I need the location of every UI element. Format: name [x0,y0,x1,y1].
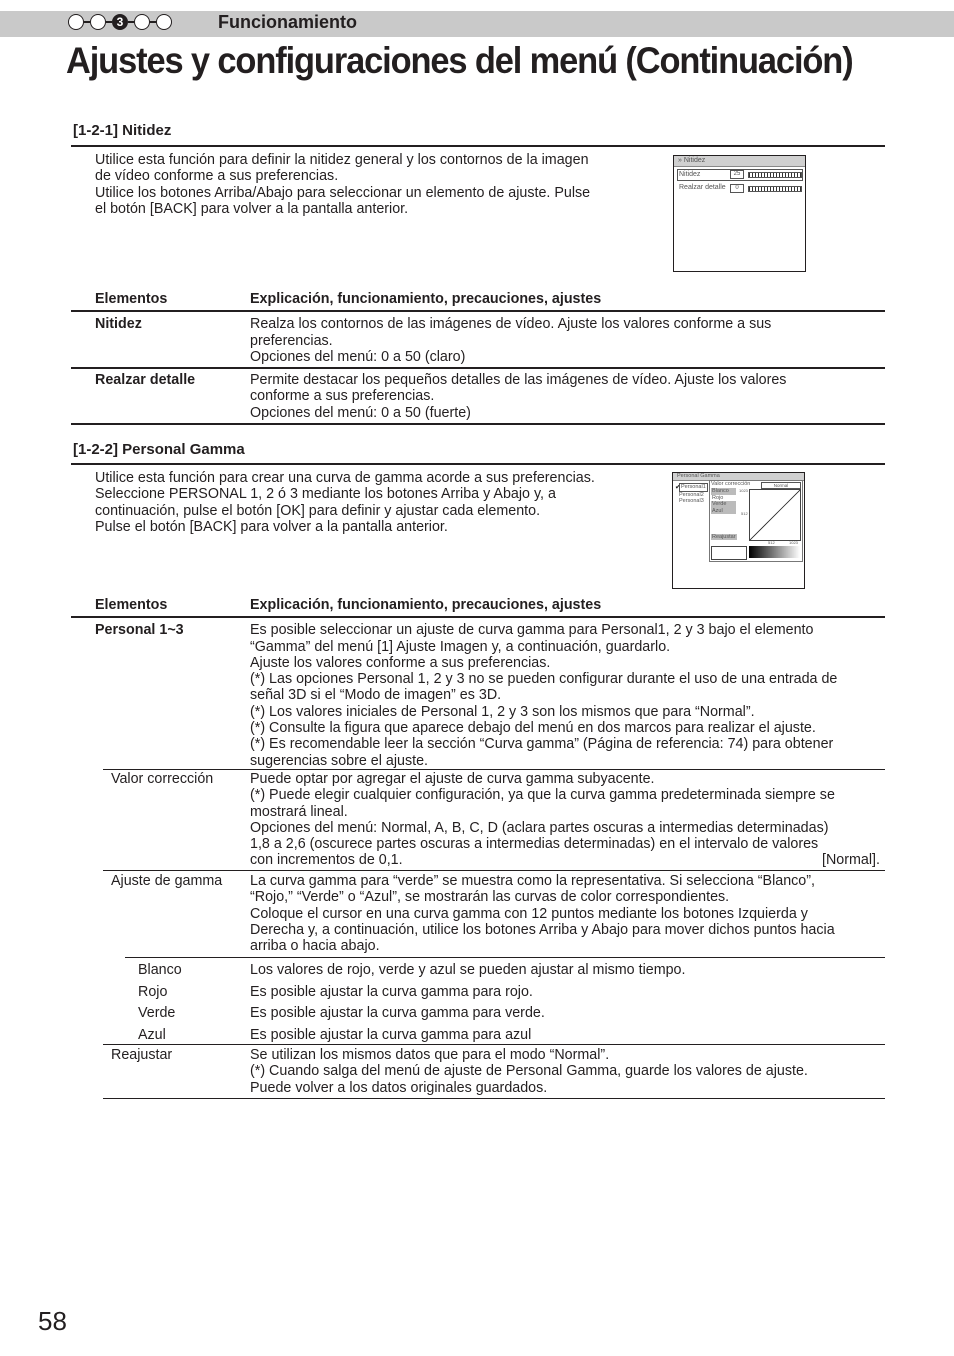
gamma-curve-graph [749,489,801,541]
step-indicator [68,14,172,30]
correction-label: Valor corrección [711,481,751,487]
column-header-explanation: Explicación, funcionamiento, precauciones, ajustes [250,289,885,311]
gamma-menu-screenshot [672,472,805,589]
color-item: Blanco [711,488,736,495]
row-description [250,873,880,954]
slider-bar [748,172,802,178]
column-header-items: Elementos [71,595,250,617]
desc-line: Opciones del menú: 0 a 50 (claro) [250,348,466,365]
row-description [250,368,885,424]
gradient-bar [749,546,800,558]
row-item: Nitidez [71,311,250,368]
step-3-icon: 3 [112,14,128,30]
row-description [250,617,885,772]
menu-title: Personal Gamma [673,473,804,481]
row-item: Verde [138,1005,176,1022]
row-divider [103,769,885,770]
gamma-intro [95,470,640,535]
desc-line: Puede optar por agregar el ajuste de curva gamma subyacente. [250,771,655,787]
row-description [250,311,885,368]
row-divider [103,870,885,871]
desc-line: Derecha y, a continuación, utilice los botones Arriba y Abajo para mover dichos puntos hacia [250,921,835,938]
preset-list [679,483,708,505]
row-item: Rojo [138,983,168,1000]
step-4-icon [134,14,150,30]
desc-line: mostrará lineal. [250,803,348,820]
page-number: 58 [38,1306,67,1336]
desc-text: con incrementos de 0,1. [250,852,403,869]
page-title: Ajustes y configuraciones del menú (Continuación) [66,40,853,81]
step-1-icon [68,14,84,30]
row-divider [103,1044,885,1045]
desc-line: (*) Consulte la figura que aparece debajo del menú en dos marcos para realizar el ajuste. [250,720,816,737]
intro-line: Utilice esta función para crear una curva de gamma acorde a sus preferencias. [95,470,595,486]
intro-line: Utilice esta función para definir la nitidez general y los contornos de la imagen [95,152,589,168]
sharpness-menu-screenshot [673,155,806,272]
preview-box [711,546,747,560]
row-description [250,1047,880,1096]
slider-bar [748,186,802,192]
column-header-items: Elementos [71,289,250,311]
preset-item: Personal1 [681,484,706,490]
table-row [71,617,885,772]
desc-line: Coloque el cursor en una curva gamma con 12 puntos mediante los botones Izquierda y [250,905,808,922]
default-value: [Normal]. [822,852,880,869]
menu-title-text: Nitidez [683,157,706,164]
row-description: Es posible ajustar la curva gamma para rojo. [250,983,533,1000]
desc-line: La curva gamma para “verde” se muestra como la representativa. Si selecciona “Blanco”, [250,873,815,889]
desc-line: Ajuste los valores conforme a sus preferencias. [250,654,551,671]
desc-line: (*) Las opciones Personal 1, 2 y 3 no se pueden configurar durante el uso de una entrada de [250,671,838,688]
color-list [711,488,736,514]
reset-item: Reajustar [712,534,736,540]
step-5-icon [156,14,172,30]
menu-row-label: Realzar detalle [679,184,726,191]
desc-line [250,852,880,868]
section-divider [71,463,885,465]
gamma-curve [750,490,800,540]
desc-line: Es posible seleccionar un ajuste de curva gamma para Personal1, 2 y 3 bajo el elemento [250,622,814,639]
sharpness-table [71,289,885,425]
color-item: Rojo [712,494,724,501]
section-label: Funcionamiento [218,12,357,32]
color-item: Verde [711,501,736,508]
tick-label: 1023 [789,540,798,545]
intro-line: Pulse el botón [BACK] para volver a la pantalla anterior. [95,518,448,535]
intro-line: Seleccione PERSONAL 1, 2 ó 3 mediante los botones Arriba y Abajo y, a [95,486,556,503]
column-header-explanation: Explicación, funcionamiento, precauciones, ajustes [250,595,885,617]
desc-line: Opciones del menú: 0 a 50 (fuerte) [250,404,471,421]
desc-line: (*) Puede elegir cualquier configuración, ya que la curva gamma predeterminada siempre se [250,787,835,804]
menu-row-label: Nitidez [679,171,701,178]
desc-line: “Rojo,” “Verde” o “Azul”, se mostrarán las curvas de color correspondientes. [250,889,730,906]
sharpness-intro [95,152,640,217]
row-description [250,771,880,869]
intro-line: Utilice los botones Arriba/Abajo para seleccionar un elemento de ajuste. Pulse [95,184,591,201]
preset-item: Personal2 [679,491,704,498]
row-item: Reajustar [111,1047,173,1063]
desc-line: Permite destacar los pequeños detalles de las imágenes de vídeo. Ajuste los valores [250,372,787,389]
row-item: Personal 1~3 [95,622,184,639]
row-item: Blanco [138,962,182,978]
preset-item: Personal3 [679,498,704,504]
gamma-table [71,595,885,772]
table-row [71,311,885,368]
row-description: Es posible ajustar la curva gamma para verde. [250,1005,545,1022]
row-item: Azul [138,1027,166,1044]
intro-line: de vídeo conforme a sus preferencias. [95,168,339,185]
desc-line: conforme a sus preferencias. [250,388,435,405]
table-header-row [71,595,885,617]
desc-line: (*) Es recomendable leer la sección “Curva gamma” (Página de referencia: 74) para obtener [250,736,834,753]
desc-line: “Gamma” del menú [1] Ajuste Imagen y, a continuación, guardarlo. [250,638,671,655]
table-header-row [71,289,885,311]
desc-line: (*) Los valores iniciales de Personal 1, 2 y 3 son los mismos que para “Normal”. [250,703,755,720]
color-descriptions [250,960,880,1047]
table-row [71,368,885,424]
tick-label: 1023 [739,488,748,493]
desc-line: (*) Cuando salga del menú de ajuste de Personal Gamma, guarde los valores de ajuste. [250,1063,808,1080]
gamma-heading: [1-2-2] Personal Gamma [73,441,245,458]
row-item: Ajuste de gamma [111,873,223,889]
desc-line: señal 3D si el “Modo de imagen” es 3D. [250,687,502,704]
desc-line: Realza los contornos de las imágenes de vídeo. Ajuste los valores conforme a sus [250,316,772,333]
menu-arrow-icon: » [678,157,682,164]
desc-line: 1,8 a 2,6 (oscurece partes oscuras a intermedias determinadas) en el intervalo de valores [250,836,819,853]
color-item: Azul [711,508,736,515]
row-divider [125,957,885,958]
desc-line: Se utilizan los mismos datos que para el modo “Normal”. [250,1047,610,1063]
row-item: Realzar detalle [71,368,250,424]
row-description: Es posible ajustar la curva gamma para azul [250,1027,532,1044]
desc-line: sugerencias sobre el ajuste. [250,752,429,769]
menu-row-value: 25 [730,170,744,179]
tick-label: 512 [741,511,748,516]
row-item: Valor corrección [111,771,214,787]
correction-value: Normal [761,482,801,489]
menu-row-value: 0 [730,184,744,193]
menu-title [674,156,805,167]
desc-line: preferencias. [250,332,333,349]
step-2-icon [90,14,106,30]
tick-label: 512 [768,540,775,545]
table-bottom-rule [103,1098,885,1099]
intro-line: el botón [BACK] para volver a la pantalla anterior. [95,200,409,217]
desc-line: Opciones del menú: Normal, A, B, C, D (aclara partes oscuras a intermedias determinadas) [250,819,829,836]
sharpness-heading: [1-2-1] Nitidez [73,122,172,139]
check-icon: ✔ [675,484,681,491]
color-items [138,960,182,1047]
row-description: Los valores de rojo, verde y azul se pueden ajustar al mismo tiempo. [250,962,686,978]
desc-line: Puede volver a los datos originales guardados. [250,1079,548,1096]
intro-line: continuación, pulse el botón [OK] para definir y ajustar cada elemento. [95,502,541,519]
desc-line: arriba o hacia abajo. [250,938,380,955]
section-divider [71,145,885,147]
